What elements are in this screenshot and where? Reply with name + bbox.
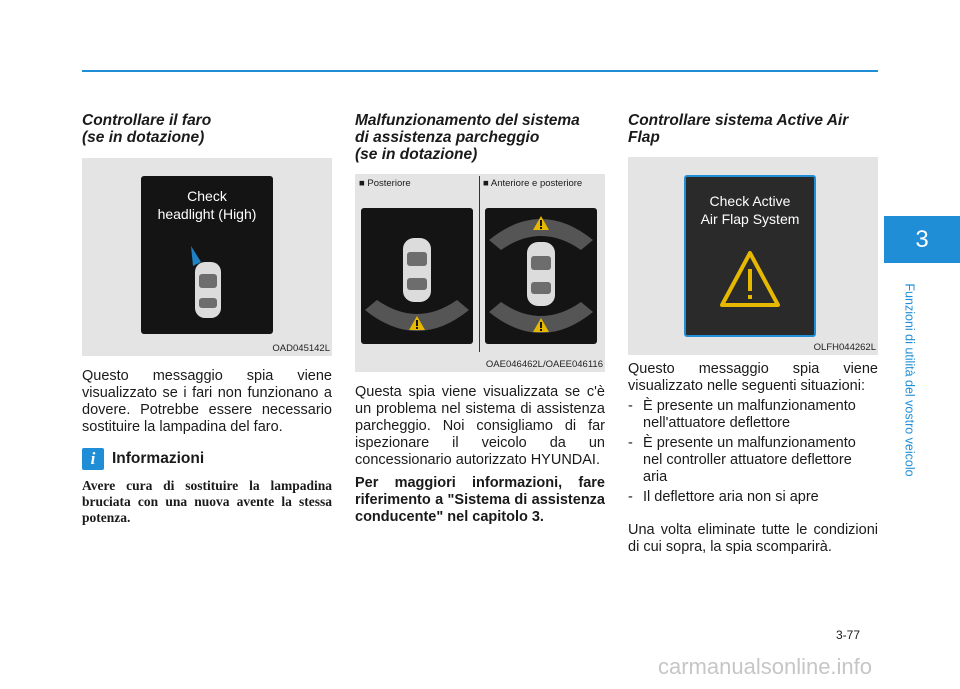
section-heading-air-flap [628, 112, 878, 146]
list-item: - È presente un malfunzionamento nell'attuatore deflettore [628, 398, 878, 432]
top-rule [82, 70, 878, 72]
body-text: Questo messaggio spia viene visualizzato se i fari non funzionano a dovere. Potrebbe essere necessario sostituire la lampadina del faro. [82, 368, 332, 435]
chapter-tab [884, 216, 960, 263]
section-heading-parking [355, 112, 605, 163]
cluster-screen [141, 176, 273, 334]
heading-line-1: Malfunzionamento del sistema [355, 112, 580, 129]
front-rear-sensor-car-icon [485, 208, 597, 344]
screen-text-line-2: headlight (High) [157, 206, 257, 222]
heading-line-2: di assistenza parcheggio [355, 129, 540, 146]
info-header [82, 448, 332, 470]
chapter-side-title [899, 265, 921, 495]
heading-line-3: (se in dotazione) [355, 146, 478, 163]
heading-line-1: Controllare sistema Active Air [628, 112, 849, 129]
page-number: 3-77 [836, 628, 861, 642]
legend-front-rear: ■ Anteriore e posteriore [483, 178, 583, 189]
screen-text-line-1: Check [187, 188, 227, 204]
list-item: - È presente un malfunzionamento nel controller attuatore deflettore aria [628, 435, 878, 486]
column-headlight [82, 112, 332, 526]
figure-air-flap [628, 157, 878, 355]
column-air-flap [628, 112, 878, 556]
legend-divider [479, 176, 480, 352]
rear-sensor-screen [361, 208, 473, 344]
body-text: Questa spia viene visualizzata se c'è un problema nel sistema di assistenza parcheggio. Noi consigliamo di far ispezionare il veicolo da un concessionario autorizzato HYUNDAI. [355, 384, 605, 468]
list-item: - Il deflettore aria non si apre [628, 489, 878, 506]
column-parking-assist [355, 112, 605, 526]
front-rear-sensor-screen [485, 208, 597, 344]
legend-rear: ■ Posteriore [359, 178, 411, 189]
info-icon: i [82, 448, 104, 470]
screen-text-line-2: Air Flap System [700, 211, 800, 227]
reference-note: Per maggiori informazioni, fare riferimento a "Sistema di assistenza conducente" nel capitolo 3. [355, 475, 605, 525]
watermark-text: carmanualsonline.info [658, 654, 873, 679]
info-title: Informazioni [112, 450, 205, 467]
warning-triangle-icon [686, 243, 818, 323]
cluster-screen [684, 175, 816, 337]
heading-line-2: Flap [628, 129, 660, 146]
chapter-number: 3 [915, 225, 929, 253]
heading-line-2: (se in dotazione) [82, 129, 205, 146]
chapter-title: Funzioni di utilità del vostro veicolo [903, 283, 917, 477]
figure-code: OLFH044262L [813, 342, 876, 353]
car-headlight-icon [141, 232, 273, 332]
rear-sensor-car-icon [361, 208, 473, 344]
situation-list [628, 398, 878, 506]
section-heading-headlight [82, 112, 332, 146]
body-text: Questo messaggio spia viene visualizzato nelle seguenti situazioni: [628, 361, 878, 394]
closing-text: Una volta eliminate tutte le condizioni di cui sopra, la spia scomparirà. [628, 522, 878, 555]
figure-parking [355, 174, 605, 372]
screen-text-line-1: Check Active [709, 193, 791, 209]
figure-code: OAD045142L [272, 343, 330, 354]
figure-headlight [82, 158, 332, 356]
info-text: Avere cura di sostituire la lampadina bruciata con una nuova avente la stessa potenza. [82, 478, 332, 525]
heading-line-1: Controllare il faro [82, 112, 212, 129]
figure-code: OAE046462L/OAEE046116 [485, 359, 603, 370]
